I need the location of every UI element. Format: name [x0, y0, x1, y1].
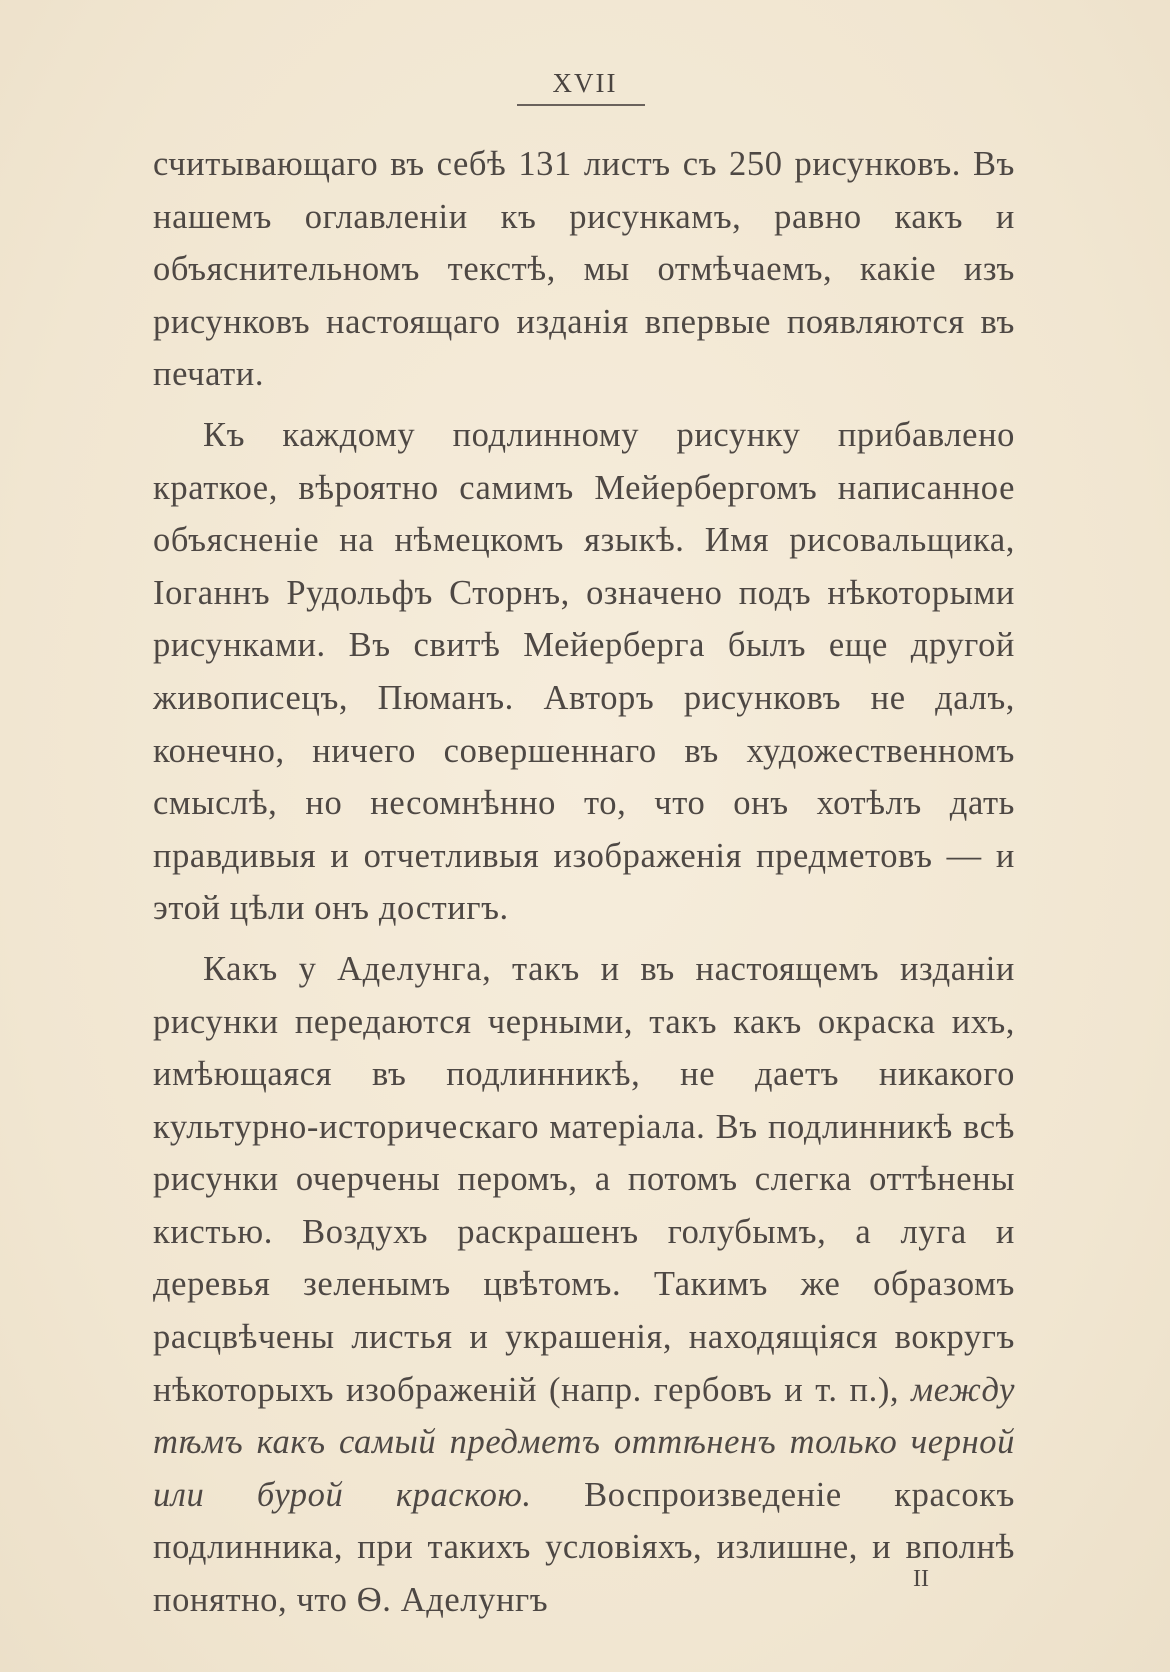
- page-header: [0, 68, 1170, 99]
- paragraph-2: [153, 409, 1015, 935]
- paragraph-3-text-after: Воспроизведеніе красокъ подлинника, при такихъ условіяхъ, излишне, и вполнѣ понятно, что Ѳ. Аделунгъ: [153, 1475, 1015, 1620]
- signature-mark: II: [913, 1566, 929, 1592]
- paragraph-2-text: Къ каждому подлинному рисунку прибавлено краткое, вѣроятно самимъ Мейербергомъ написанное объясненіе на нѣмецкомъ языкѣ. Имя рисовальщика, Іоганнъ Рудольфъ Сторнъ, означено подъ нѣкоторыми рисунками. Въ свитѣ Мейерберга былъ еще другой живописецъ, Пюманъ. Авторъ рисунковъ не далъ, конечно, ничего совершеннаго въ художественномъ смыслѣ, но несомнѣнно то, что онъ хотѣлъ дать правдивыя и отчетливыя изображенія предметовъ — и этой цѣли онъ достигъ.: [153, 415, 1015, 928]
- paragraph-1-text: считывающаго въ себѣ 131 листъ съ 250 рисунковъ. Въ нашемъ оглавленіи къ рисункамъ, равно какъ и объяснительномъ текстѣ, мы отмѣчаемъ, какіе изъ рисунковъ настоящаго изданія впервые появляются въ печати.: [153, 145, 1015, 394]
- body-text: [153, 138, 1015, 1627]
- paragraph-3-text-italic: между тѣмъ какъ самый предметъ оттѣненъ только черной или бурой краскою.: [153, 1370, 1015, 1514]
- header-rule: [517, 104, 645, 106]
- paragraph-3-text-before: Какъ у Аделунга, такъ и въ настоящемъ изданіи рисунки передаются черными, такъ какъ окраска ихъ, имѣющаяся въ подлинникѣ, не даетъ никакого культурно-историческаго матеріала. Въ подлинникѣ всѣ рисунки очерчены перомъ, а потомъ слегка оттѣнены кистью. Воздухъ раскрашенъ голубымъ, а луга и деревья зеленымъ цвѣтомъ. Такимъ же образомъ расцвѣчены листья и украшенія, находящіяся вокругъ нѣкоторыхъ изображеній (напр. гербовъ и т. п.),: [153, 949, 1015, 1409]
- paragraph-3: [153, 943, 1015, 1627]
- paragraph-1: [153, 138, 1015, 401]
- page-number: XVII: [552, 68, 618, 98]
